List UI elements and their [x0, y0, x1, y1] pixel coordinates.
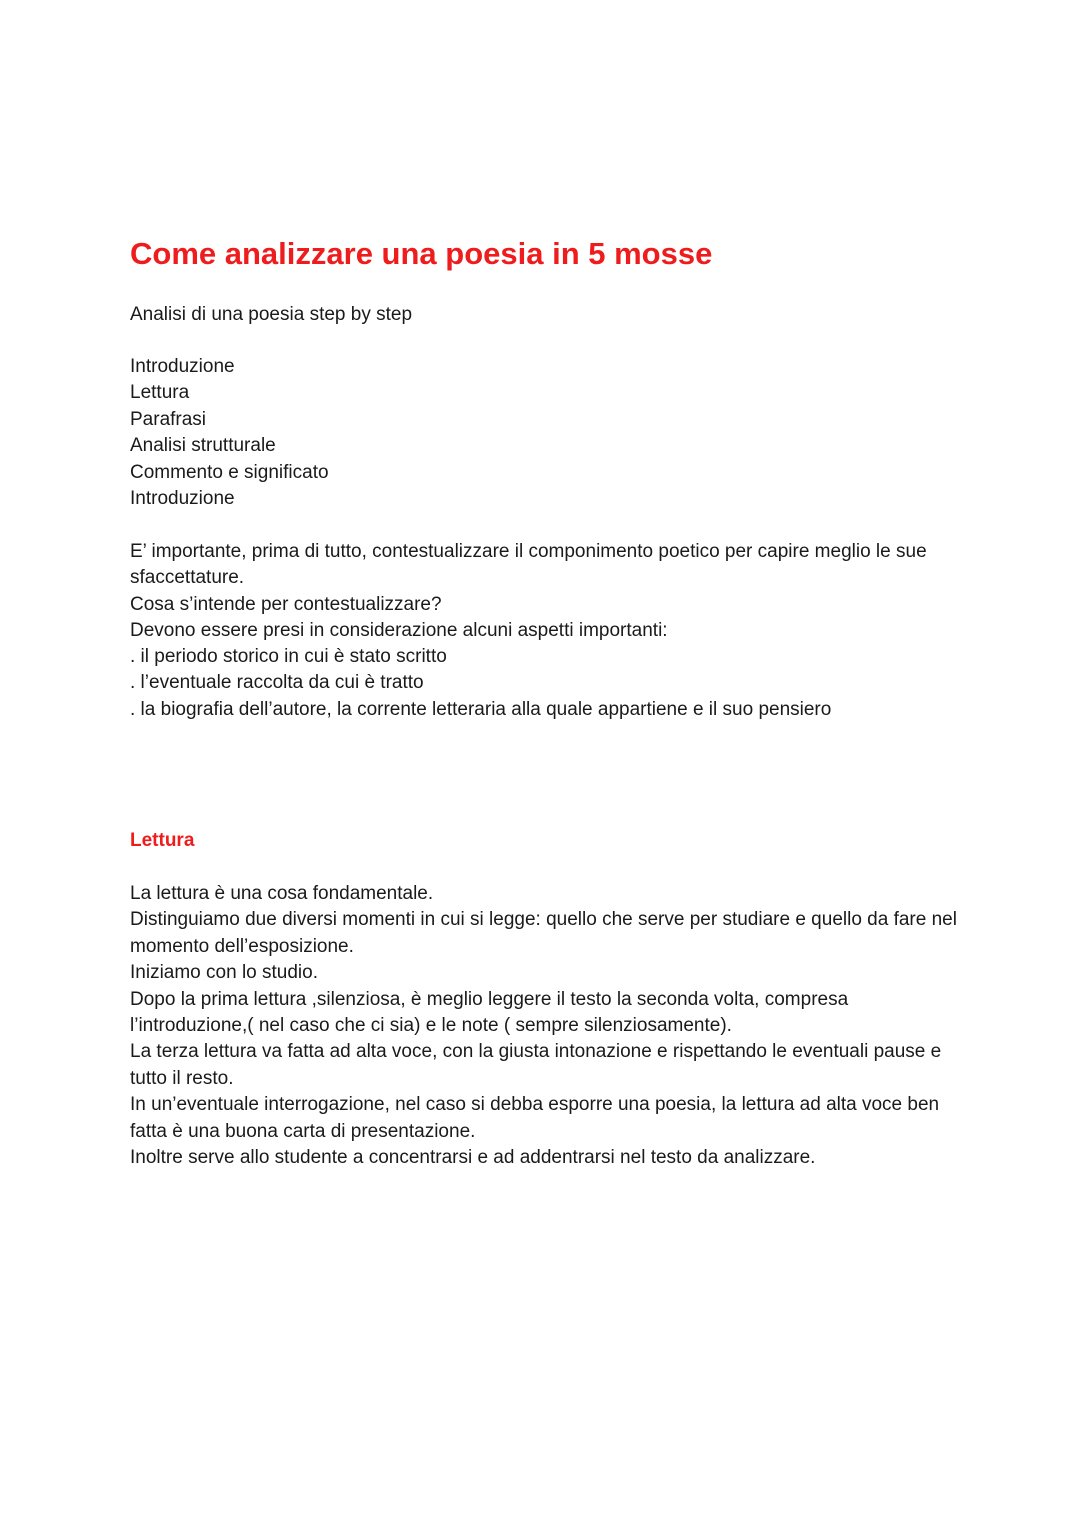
paragraph: E’ importante, prima di tutto, contestualizzare il componimento poetico per capire meglio le sue sfaccettature. — [130, 541, 927, 589]
paragraph: La lettura è una cosa fondamentale. — [130, 883, 434, 904]
paragraph: Iniziamo con lo studio. — [130, 962, 318, 984]
document-subtitle: Analisi di una poesia step by step — [130, 304, 413, 325]
paragraph: Cosa s’intende per contestualizzare? — [130, 593, 442, 615]
toc-item: Lettura — [130, 382, 190, 404]
intro-section — [130, 539, 970, 645]
list-item: . il periodo storico in cui è stato scritto — [130, 646, 447, 667]
list-item: . la biografia dell’autore, la corrente letteraria alla quale appartiene e il suo pensiero — [130, 698, 832, 720]
context-aspects-list — [130, 644, 831, 723]
toc-item: Introduzione — [130, 356, 235, 377]
paragraph: La terza lettura va fatta ad alta voce, con la giusta intonazione e rispettando le eventuali pause e tutto il resto. — [130, 1041, 942, 1089]
section-heading-lettura: Lettura — [130, 830, 195, 851]
paragraph: Distinguiamo due diversi momenti in cui si legge: quello che serve per studiare e quello da fare nel momento dell’esposizione. — [130, 909, 957, 957]
toc-item: Introduzione — [130, 488, 235, 510]
lettura-section — [130, 881, 970, 1171]
paragraph: In un’eventuale interrogazione, nel caso si debba esporre una poesia, la lettura ad alta voce ben fatta è una buona carta di presentazione. — [130, 1094, 940, 1142]
toc-item: Parafrasi — [130, 408, 207, 430]
document-title: Come analizzare una poesia in 5 mosse — [130, 236, 713, 271]
toc-item: Analisi strutturale — [130, 435, 276, 457]
list-item: . l’eventuale raccolta da cui è tratto — [130, 672, 424, 694]
toc-item: Commento e significato — [130, 461, 329, 483]
paragraph: Inoltre serve allo studente a concentrarsi e ad addentrarsi nel testo da analizzare. — [130, 1147, 816, 1169]
paragraph: Dopo la prima lettura ,silenziosa, è meglio leggere il testo la seconda volta, compresa l’introduzione,( nel caso che ci sia) e le note ( sempre silenziosamente). — [130, 988, 849, 1037]
paragraph: Devono essere presi in considerazione alcuni aspetti importanti: — [130, 620, 668, 642]
table-of-contents — [130, 354, 329, 512]
